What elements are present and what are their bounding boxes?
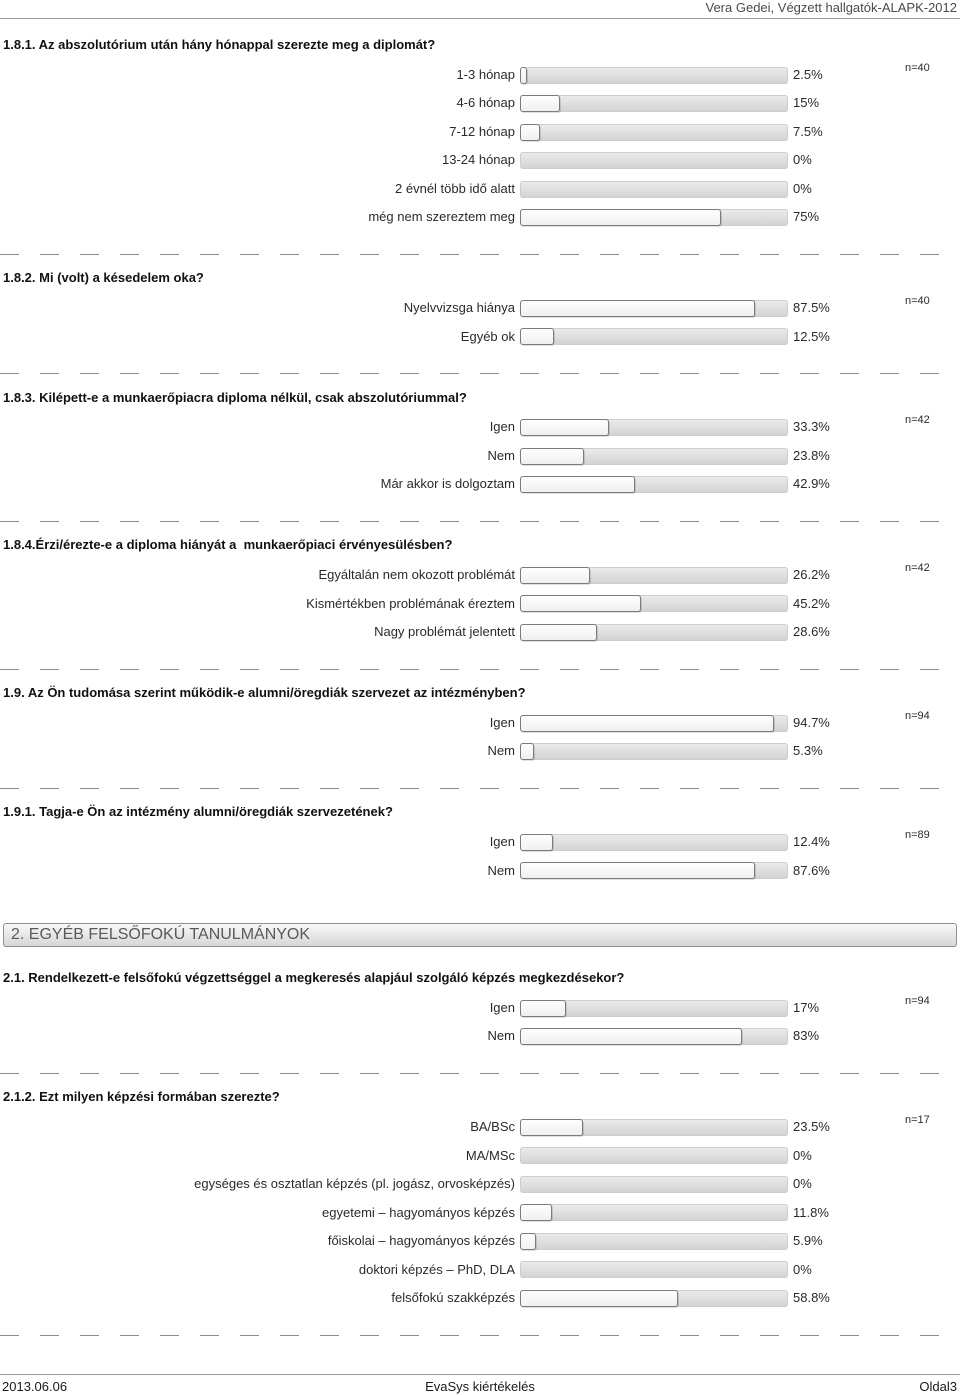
sample-size: n=40 (905, 295, 930, 308)
percent-value: 12.5% (793, 328, 830, 344)
percent-value: 87.6% (793, 862, 830, 878)
response-label: 13-24 hónap (441, 152, 515, 168)
sample-size: n=94 (905, 709, 930, 722)
response-row (0, 561, 960, 590)
response-label: Kismértékben problémának éreztem (306, 595, 515, 611)
question-title: 1.9. Az Ön tudomása szerint működik-e alumni/öregdiák szervezet az intézményben? (3, 685, 526, 701)
response-label: Nem (487, 862, 515, 878)
sample-size: n=42 (905, 414, 930, 427)
response-list (0, 294, 960, 351)
bar-track (520, 1119, 788, 1136)
response-row (0, 618, 960, 647)
dashed-separator (0, 373, 960, 374)
bar-fill (520, 624, 597, 641)
bar-fill (520, 209, 721, 226)
bar-track (520, 152, 788, 169)
response-row (0, 323, 960, 352)
percent-value: 5.3% (793, 743, 823, 759)
percent-value: 15% (793, 95, 820, 111)
dashed-separator (0, 521, 960, 522)
dashed-separator (0, 669, 960, 670)
bar-fill (520, 67, 527, 84)
response-row (0, 294, 960, 323)
bar-fill (520, 1290, 678, 1307)
bar-fill (520, 715, 774, 732)
response-label: egységes és osztatlan képzés (pl. jogász, orvosképzés) (194, 1176, 515, 1192)
sample-size: n=42 (905, 562, 930, 575)
percent-value: 58.8% (793, 1290, 830, 1306)
question-title: 1.9.1. Tagja-e Ön az intézmény alumni/öregdiák szervezetének? (3, 804, 393, 820)
percent-value: 5.9% (793, 1233, 823, 1249)
response-row (0, 1199, 960, 1228)
question-title: 1.8.4.Érzi/érezte-e a diploma hiányát a munkaerőpiaci érvényesülésben? (3, 537, 453, 553)
bar-track (520, 834, 788, 851)
response-row (0, 737, 960, 766)
question-title: 1.8.3. Kilépett-e a munkaerőpiacra diploma nélkül, csak abszolutóriummal? (3, 389, 467, 405)
question-list (0, 36, 960, 885)
percent-value: 0% (793, 152, 812, 168)
bar-fill (520, 1204, 552, 1221)
sample-size: n=17 (905, 1114, 930, 1127)
bar-track (520, 209, 788, 226)
percent-value: 23.5% (793, 1119, 830, 1135)
response-label: Igen (489, 419, 515, 435)
response-label: BA/BSc (470, 1119, 515, 1135)
bar-fill (520, 448, 584, 465)
response-row (0, 175, 960, 204)
percent-value: 0% (793, 1176, 812, 1192)
response-label: egyetemi – hagyományos képzés (322, 1204, 515, 1220)
response-list (0, 61, 960, 232)
bar-track (520, 1028, 788, 1045)
response-label: Már akkor is dolgoztam (380, 476, 515, 492)
response-row (0, 442, 960, 471)
report-title: Vera Gedei, Végzett hallgatók-ALAPK-2012 (705, 0, 957, 15)
bar-track (520, 1290, 788, 1307)
bar-track (520, 328, 788, 345)
dashed-separator (0, 1335, 960, 1336)
question-block (0, 536, 960, 670)
sample-size: n=40 (905, 61, 930, 74)
response-row (0, 203, 960, 232)
bar-fill (520, 476, 635, 493)
bar-track (520, 419, 788, 436)
percent-value: 0% (793, 1147, 812, 1163)
percent-value: 42.9% (793, 476, 830, 492)
response-label: még nem szereztem meg (368, 209, 515, 225)
percent-value: 94.7% (793, 714, 830, 730)
percent-value: 17% (793, 999, 820, 1015)
percent-value: 33.3% (793, 419, 830, 435)
response-label: főiskolai – hagyományos képzés (327, 1233, 515, 1249)
question-block (0, 1088, 960, 1336)
question-block (0, 803, 960, 885)
response-row (0, 1227, 960, 1256)
bar-fill (520, 595, 641, 612)
bar-track (520, 743, 788, 760)
bar-track (520, 715, 788, 732)
bar-track (520, 95, 788, 112)
bar-track (520, 67, 788, 84)
percent-value: 0% (793, 1261, 812, 1277)
section-2-questions (0, 923, 960, 1336)
question-title: 1.8.2. Mi (volt) a késedelem oka? (3, 270, 204, 286)
bar-fill (520, 300, 755, 317)
response-row (0, 470, 960, 499)
response-row (0, 413, 960, 442)
bar-track (520, 124, 788, 141)
percent-value: 87.5% (793, 300, 830, 316)
response-label: MA/MSc (465, 1147, 515, 1163)
bar-track (520, 595, 788, 612)
response-label: 2 évnél több idő alatt (395, 180, 515, 196)
response-label: 1-3 hónap (456, 66, 515, 82)
response-label: Nem (487, 447, 515, 463)
response-row (0, 1113, 960, 1142)
response-row (0, 590, 960, 619)
bar-track (520, 862, 788, 879)
sample-size: n=89 (905, 829, 930, 842)
percent-value: 23.8% (793, 447, 830, 463)
response-list (0, 561, 960, 647)
response-row (0, 1284, 960, 1313)
response-list (0, 994, 960, 1051)
response-list (0, 828, 960, 885)
question-title: 2.1. Rendelkezett-e felsőfokú végzettséggel a megkeresés alapjául szolgáló képzés megkezdésekor? (3, 970, 625, 985)
bar-track (520, 567, 788, 584)
sample-size: n=94 (905, 994, 930, 1007)
response-label: 7-12 hónap (449, 123, 515, 139)
percent-value: 11.8% (793, 1204, 829, 1220)
bar-fill (520, 1233, 536, 1250)
percent-value: 7.5% (793, 123, 823, 139)
bar-track (520, 624, 788, 641)
response-list (0, 1113, 960, 1313)
question-block (0, 36, 960, 255)
bar-fill (520, 743, 534, 760)
footer-divider (0, 1374, 960, 1375)
response-label: Nagy problémát jelentett (374, 624, 515, 640)
dashed-separator (0, 254, 960, 255)
bar-track (520, 1000, 788, 1017)
response-row (0, 994, 960, 1023)
response-label: Igen (489, 999, 515, 1015)
response-row (0, 828, 960, 857)
response-label: Igen (489, 714, 515, 730)
bar-fill (520, 862, 755, 879)
percent-value: 83% (793, 1028, 820, 1044)
bar-track (520, 1176, 788, 1193)
bar-track (520, 476, 788, 493)
percent-value: 12.4% (793, 834, 830, 850)
bar-track (520, 300, 788, 317)
question-block (0, 684, 960, 789)
footer-report-type: EvaSys kiértékelés (425, 1379, 535, 1394)
response-label: Nem (487, 1028, 515, 1044)
bar-track (520, 1204, 788, 1221)
response-label: doktori képzés – PhD, DLA (358, 1261, 515, 1277)
bar-track (520, 448, 788, 465)
response-row (0, 118, 960, 147)
bar-fill (520, 1119, 583, 1136)
response-list (0, 413, 960, 499)
percent-value: 45.2% (793, 595, 830, 611)
response-row (0, 1022, 960, 1051)
bar-fill (520, 1000, 566, 1017)
response-row (0, 709, 960, 738)
percent-value: 26.2% (793, 567, 830, 583)
question-title: 2.1.2. Ezt milyen képzési formában szerezte? (3, 1089, 280, 1105)
bar-fill (520, 328, 554, 345)
section-1-questions (0, 36, 960, 885)
response-row (0, 146, 960, 175)
percent-value: 28.6% (793, 624, 830, 640)
question-block (0, 969, 960, 1074)
question-list (0, 969, 960, 1336)
response-row (0, 1170, 960, 1199)
percent-value: 2.5% (793, 66, 823, 82)
response-label: Egyáltalán nem okozott problémát (318, 567, 515, 583)
bar-fill (520, 1028, 742, 1045)
question-block (0, 269, 960, 374)
bar-track (520, 1233, 788, 1250)
response-row (0, 857, 960, 886)
response-label: Egyéb ok (460, 328, 515, 344)
response-row (0, 89, 960, 118)
section-heading: 2. EGYÉB FELSŐFOKÚ TANULMÁNYOK (3, 923, 957, 947)
response-label: 4-6 hónap (456, 95, 515, 111)
bar-track (520, 1147, 788, 1164)
question-title: 1.8.1. Az abszolutórium után hány hónappal szerezte meg a diplomát? (3, 37, 436, 52)
footer-date: 2013.06.06 (2, 1379, 68, 1394)
bar-fill (520, 124, 540, 141)
bar-track (520, 181, 788, 198)
response-row (0, 1142, 960, 1171)
percent-value: 0% (793, 180, 812, 196)
dashed-separator (0, 1073, 960, 1074)
response-label: felsőfokú szakképzés (391, 1290, 515, 1306)
response-row (0, 1256, 960, 1285)
page-header (0, 0, 960, 19)
footer-page-number: Oldal3 (919, 1379, 957, 1394)
response-row (0, 61, 960, 90)
bar-fill (520, 95, 560, 112)
bar-fill (520, 834, 553, 851)
response-label: Nem (487, 743, 515, 759)
response-label: Nyelvvizsga hiánya (403, 300, 515, 316)
bar-fill (520, 567, 590, 584)
dashed-separator (0, 788, 960, 789)
question-block (0, 389, 960, 523)
bar-track (520, 1261, 788, 1278)
bar-fill (520, 419, 609, 436)
response-list (0, 709, 960, 766)
percent-value: 75% (793, 209, 820, 225)
response-label: Igen (489, 834, 515, 850)
